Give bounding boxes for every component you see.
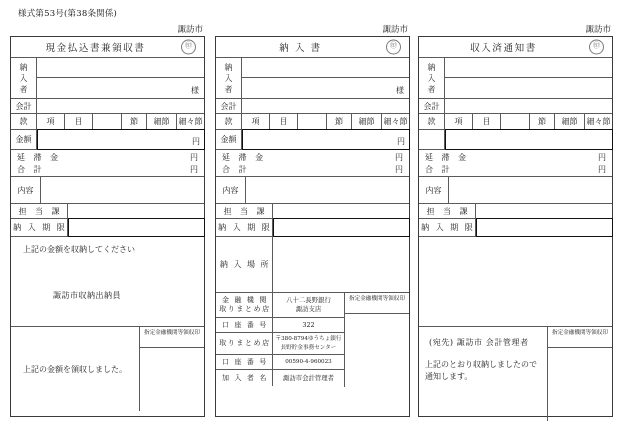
bank-institution-label-line-1: 金 融 機 関 <box>222 296 268 304</box>
bank-row <box>216 370 344 386</box>
panel-cash-payment-receipt <box>10 36 205 417</box>
ledger-header-setsu: 節 <box>122 114 147 129</box>
payer-name-field[interactable] <box>445 78 612 99</box>
receipt-confirmation-block <box>11 327 204 411</box>
total-label: 合 計 <box>425 164 453 174</box>
duedate-input-box[interactable] <box>476 218 613 237</box>
stamp-box-label: 指定金融機関等領収印 <box>140 327 204 348</box>
payer-label-char-1: 納 <box>19 62 28 72</box>
arrears-line <box>222 151 403 163</box>
amount-row <box>216 130 409 150</box>
content-value-field[interactable] <box>246 177 409 203</box>
collector-signature: 諏訪市収納出納員 <box>53 291 121 300</box>
seal-icon: ㊞ <box>181 40 196 55</box>
receipt-text: 上記の金額を領収しました。 <box>11 327 140 411</box>
accounting-label: 会計 <box>216 99 242 113</box>
total-label: 合 計 <box>222 164 250 174</box>
post-account-number-value: 00590-4-960023 <box>285 358 332 365</box>
ledger-header-saisetsu: 細節 <box>147 114 177 129</box>
stamp-box-left <box>140 327 204 411</box>
ledger-header-saisaisetsu: 細々節 <box>178 117 203 126</box>
payer-block <box>419 58 612 99</box>
amount-label: 金額 <box>11 130 37 149</box>
duedate-label: 納 入 期 限 <box>11 219 68 236</box>
duedate-input-box[interactable] <box>273 218 410 237</box>
duedate-input-box[interactable] <box>68 218 205 237</box>
ledger-header-ko: 項 <box>242 114 270 129</box>
accounting-row <box>419 99 612 114</box>
bank-institution-value-line-2: 諏訪支店 <box>295 305 322 313</box>
accounting-label: 会計 <box>419 99 445 113</box>
department-value-field[interactable] <box>68 204 204 218</box>
ledger-header-ko: 項 <box>37 114 65 129</box>
content-value-field[interactable] <box>449 177 612 203</box>
payer-honorific: 様 <box>396 86 404 95</box>
amount-input-box[interactable] <box>445 129 613 150</box>
form-number: 様式第53号(第38条関係) <box>18 9 118 19</box>
arrears-line <box>425 151 606 163</box>
arrears-label: 延 滞 金 <box>222 152 267 162</box>
ledger-header-kan: 款 <box>419 114 445 129</box>
post-office-value <box>273 333 344 354</box>
post-office-value-line-2: 長野貯金事務センター <box>280 344 337 351</box>
content-row <box>216 177 409 204</box>
payer-name-field[interactable] <box>37 78 204 99</box>
bank-institution-label <box>216 293 273 317</box>
amount-row <box>11 130 204 150</box>
arrears-total-block <box>419 150 612 177</box>
content-label: 内容 <box>11 177 41 203</box>
notification-left <box>419 327 548 421</box>
department-row <box>216 204 409 219</box>
city-label-middle: 諏訪市 <box>382 25 408 35</box>
bank-row <box>216 333 344 355</box>
ledger-header-moku: 目 <box>65 114 93 129</box>
panel-title: 収入済通知書 <box>470 43 537 54</box>
panel-title-row <box>11 37 204 58</box>
bank-account-number-value: 322 <box>302 320 315 329</box>
amount-yen-unit: 円 <box>192 137 200 146</box>
arrears-label: 延 滞 金 <box>425 152 470 162</box>
accounting-value-field[interactable] <box>242 99 409 113</box>
payer-label-char-3: 者 <box>427 84 436 94</box>
panel-title: 納 入 書 <box>279 43 322 54</box>
total-line <box>17 163 198 175</box>
notification-block <box>419 327 612 421</box>
ledger-header-ko: 項 <box>445 114 473 129</box>
payer-address-field[interactable] <box>242 58 409 78</box>
panel-title: 現金払込書兼領収書 <box>45 43 146 54</box>
payer-block <box>216 58 409 99</box>
department-label: 担 当 課 <box>11 204 68 218</box>
panel-payment-slip <box>215 36 410 417</box>
stamp-box-label: 指定金融機関等領収印 <box>548 327 612 348</box>
post-office-value-line-1: 〒380-8794ゆうちょ銀行 <box>275 335 342 342</box>
seal-icon: ㊞ <box>589 40 604 55</box>
total-line <box>425 163 606 175</box>
amount-input-box[interactable] <box>242 129 410 150</box>
payment-place-label: 納 入 場 所 <box>216 237 273 292</box>
ledger-header-row <box>419 114 612 130</box>
city-label-left: 諏訪市 <box>177 25 203 35</box>
instruction-text: 上記の金額を収納してください <box>23 245 135 254</box>
payer-address-field[interactable] <box>37 58 204 78</box>
bank-details-block <box>216 293 409 387</box>
panel-title-row <box>419 37 612 58</box>
stamp-box-middle <box>345 293 409 387</box>
payer-label <box>216 58 242 98</box>
arrears-line <box>17 151 198 163</box>
accounting-row <box>216 99 409 114</box>
bank-row <box>216 318 344 333</box>
amount-yen-unit: 円 <box>397 137 405 146</box>
panel-title-row <box>216 37 409 58</box>
ledger-header-row <box>216 114 409 130</box>
bank-account-number-label: 口 座 番 号 <box>216 318 273 332</box>
payer-block <box>11 58 204 99</box>
payer-label-char-3: 者 <box>19 84 28 94</box>
duedate-row <box>11 219 204 237</box>
seal-icon: ㊞ <box>386 40 401 55</box>
payer-label <box>11 58 37 98</box>
ledger-header-blank <box>93 114 122 129</box>
payer-honorific: 様 <box>191 86 199 95</box>
stamp-box-area[interactable] <box>140 348 204 411</box>
payer-label-char-1: 納 <box>224 62 233 72</box>
content-row <box>419 177 612 204</box>
ledger-header-kan: 款 <box>11 114 37 129</box>
arrears-yen-unit: 円 <box>190 152 198 162</box>
content-value-field[interactable] <box>41 177 204 203</box>
duedate-label: 納 入 期 限 <box>216 219 273 236</box>
department-label: 担 当 課 <box>419 204 476 218</box>
accounting-value-field[interactable] <box>445 99 612 113</box>
bank-institution-value <box>273 293 344 317</box>
post-office-label: 取りまとめ店 <box>216 333 273 354</box>
content-label: 内容 <box>419 177 449 203</box>
ledger-header-moku: 目 <box>270 114 298 129</box>
accounting-row <box>11 99 204 114</box>
stamp-box-right <box>548 327 612 421</box>
ledger-header-saisaisetsu: 細々節 <box>586 117 611 126</box>
department-value-field[interactable] <box>273 204 409 218</box>
notification-addressee: (宛先) 諏訪市 会計管理者 <box>429 338 529 347</box>
amount-row <box>419 130 612 150</box>
total-yen-unit: 円 <box>598 164 606 174</box>
total-line <box>222 163 403 175</box>
arrears-yen-unit: 円 <box>395 152 403 162</box>
department-label: 担 当 課 <box>216 204 273 218</box>
bank-institution-label-line-2: 取りまとめ店 <box>219 305 271 313</box>
amount-input-box[interactable] <box>37 129 205 150</box>
blank-area <box>419 237 612 327</box>
arrears-total-block <box>11 150 204 177</box>
department-value-field[interactable] <box>476 204 612 218</box>
accounting-label: 会計 <box>11 99 37 113</box>
panel-revenue-received-notice <box>418 36 613 417</box>
post-account-number-label: 口 座 番 号 <box>216 355 273 369</box>
total-label: 合 計 <box>17 164 45 174</box>
arrears-label: 延 滞 金 <box>17 152 62 162</box>
stamp-box-area[interactable] <box>345 314 409 387</box>
department-row <box>419 204 612 219</box>
arrears-total-block <box>216 150 409 177</box>
payer-label-char-1: 納 <box>427 62 436 72</box>
payer-label <box>419 58 445 98</box>
ledger-header-saisetsu: 細節 <box>352 114 382 129</box>
payer-label-char-2: 入 <box>427 73 436 83</box>
account-holder-value: 諏訪市会計管理者 <box>282 373 335 382</box>
accounting-value-field[interactable] <box>37 99 204 113</box>
stamp-box-label: 指定金融機関等領収印 <box>345 293 409 314</box>
ledger-header-row <box>11 114 204 130</box>
bank-row <box>216 293 344 318</box>
amount-label-blank <box>419 130 445 149</box>
duedate-row <box>419 219 612 237</box>
instruction-area <box>11 237 204 327</box>
department-row <box>11 204 204 219</box>
total-yen-unit: 円 <box>190 164 198 174</box>
payment-place-row <box>216 237 409 293</box>
payer-name-field[interactable] <box>242 78 409 99</box>
payer-label-char-3: 者 <box>224 84 233 94</box>
ledger-header-saisaisetsu: 細々節 <box>383 117 408 126</box>
stamp-box-area[interactable] <box>548 348 612 421</box>
total-yen-unit: 円 <box>395 164 403 174</box>
bank-institution-value-line-1: 八十二長野銀行 <box>286 296 331 304</box>
payment-place-value-field[interactable] <box>273 237 409 292</box>
notification-text: 上記のとおり収納しましたので通知します。 <box>425 360 537 381</box>
ledger-header-blank <box>298 114 327 129</box>
content-label: 内容 <box>216 177 246 203</box>
payer-label-char-2: 入 <box>224 73 233 83</box>
account-holder-label: 加 入 者 名 <box>216 370 273 386</box>
bank-row <box>216 355 344 370</box>
ledger-header-saisetsu: 細節 <box>555 114 585 129</box>
arrears-yen-unit: 円 <box>598 152 606 162</box>
ledger-header-moku: 目 <box>473 114 501 129</box>
content-row <box>11 177 204 204</box>
ledger-header-kan: 款 <box>216 114 242 129</box>
payer-address-field[interactable] <box>445 58 612 78</box>
ledger-header-setsu: 節 <box>530 114 555 129</box>
city-label-right: 諏訪市 <box>585 25 611 35</box>
ledger-header-blank <box>501 114 530 129</box>
ledger-header-setsu: 節 <box>327 114 352 129</box>
payer-label-char-2: 入 <box>19 73 28 83</box>
duedate-row <box>216 219 409 237</box>
amount-label: 金額 <box>216 130 242 149</box>
duedate-label: 納 入 期 限 <box>419 219 476 236</box>
